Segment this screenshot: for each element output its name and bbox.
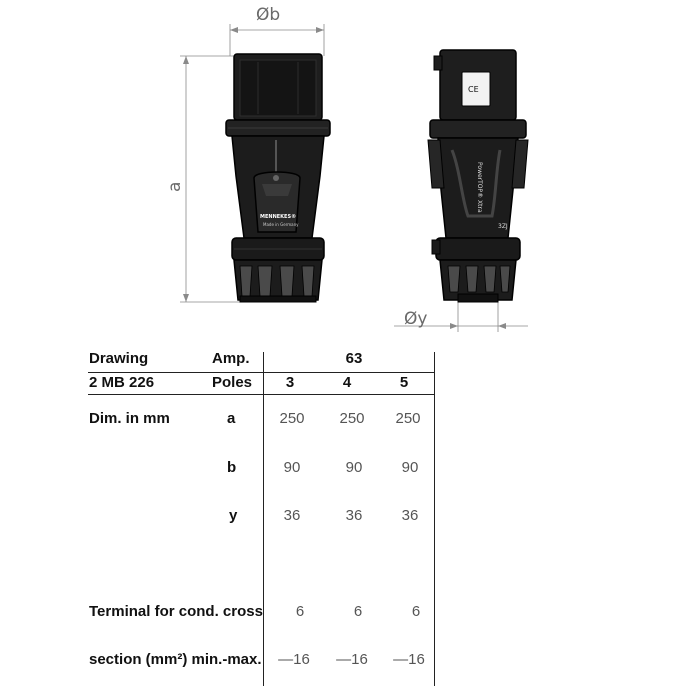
table-vline-right [434, 352, 435, 686]
side-mark-label: 3ZJ [498, 223, 508, 230]
cell-a-5: 250 [395, 410, 421, 427]
terminal-label-2: section (mm²) min.-max. [89, 651, 262, 668]
terminal-range-5: —16 [393, 651, 425, 668]
drawing-label: Drawing [89, 350, 149, 367]
dim-a-label: a [165, 181, 185, 192]
plug-side-view [428, 50, 528, 302]
cell-y-3: 36 [283, 507, 301, 524]
cell-y-5: 36 [401, 507, 419, 524]
amp-label: Amp. [212, 350, 250, 367]
row-key-y: y [229, 507, 238, 524]
technical-drawing [0, 0, 700, 340]
terminal-range-4: —16 [336, 651, 368, 668]
cell-b-3: 90 [283, 459, 301, 476]
terminal-range-3: —16 [278, 651, 310, 668]
drawing-number: 2 MB 226 [89, 374, 155, 391]
terminal-value-3: 6 [295, 603, 305, 620]
poles-4: 4 [342, 374, 352, 391]
poles-3: 3 [285, 374, 295, 391]
cell-a-3: 250 [279, 410, 305, 427]
cell-a-4: 250 [339, 410, 365, 427]
table-hline-header [88, 394, 435, 395]
brand-label: MENNEKES® [260, 214, 297, 220]
dim-b-label: Øb [256, 5, 281, 25]
amp-value: 63 [345, 350, 363, 367]
terminal-value-4: 6 [353, 603, 363, 620]
row-key-b: b [227, 459, 237, 476]
svg-text:CE: CE [468, 85, 479, 94]
row-key-a: a [227, 410, 236, 427]
terminal-value-5: 6 [411, 603, 421, 620]
plug-front-view [226, 54, 330, 302]
dim-unit-label: Dim. in mm [89, 410, 170, 427]
poles-5: 5 [399, 374, 409, 391]
table-hline-mid [88, 372, 435, 373]
dim-y-label: Øy [404, 309, 428, 329]
cell-b-4: 90 [345, 459, 363, 476]
brand-sub-label: Made in Germany [263, 222, 299, 227]
terminal-label-1: Terminal for cond. cross [89, 603, 263, 620]
cell-b-5: 90 [401, 459, 419, 476]
poles-label: Poles [212, 374, 253, 391]
cell-y-4: 36 [345, 507, 363, 524]
side-product-label: PowerTOP® Xtra [476, 162, 483, 213]
table-vline-left [263, 352, 264, 686]
